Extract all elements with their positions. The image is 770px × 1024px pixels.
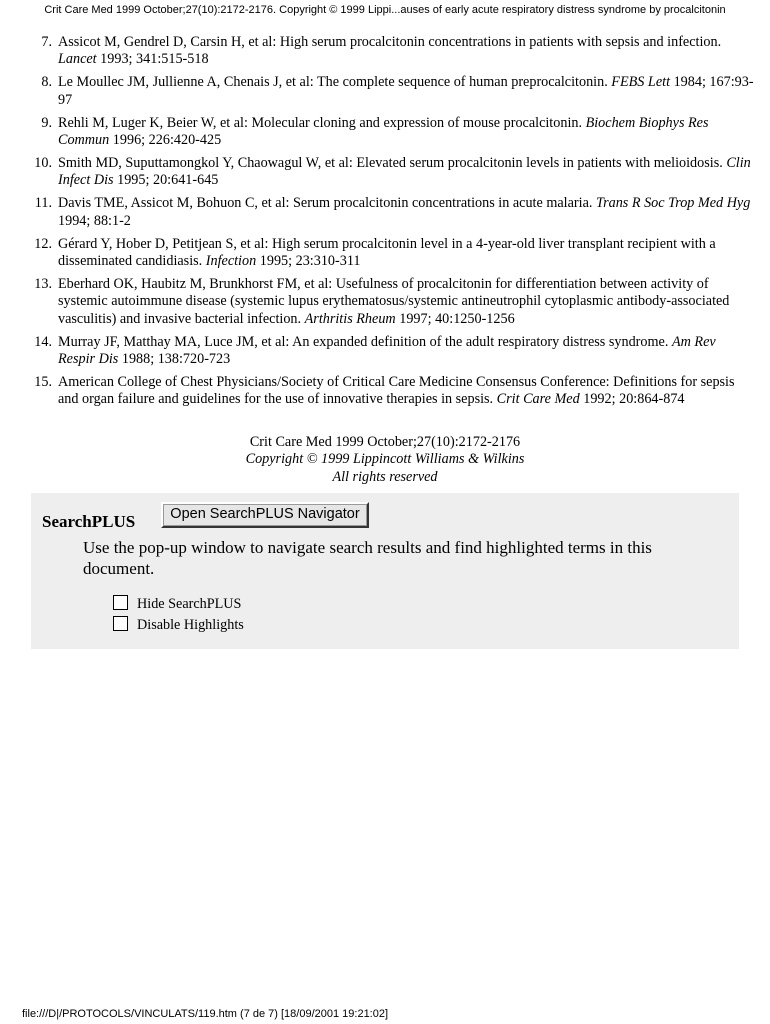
reference-details: 1988; 138:720-723 [118, 351, 231, 367]
reference-text: Davis TME, Assicot M, Bohuon C, et al: Serum procalcitonin concentrations in acute malaria. [58, 195, 596, 212]
reference-list [0, 34, 770, 414]
reference-text: Smith MD, Suputtamongkol Y, Chaowagul W, et al: Elevated serum procalcitonin levels in patients with melioidosis. [58, 154, 727, 171]
copyright-line: Copyright © 1999 Lippincott Williams & Wilkins [245, 451, 525, 468]
searchplus-title: SearchPLUS [42, 512, 136, 531]
reference-item [0, 34, 770, 69]
reference-journal: Crit Care Med [496, 391, 580, 408]
reference-number: 8. [41, 74, 52, 91]
reference-text: Assicot M, Gendrel D, Carsin H, et al: High serum procalcitonin concentrations in patients with sepsis and infection. [58, 34, 722, 50]
rights-line: All rights reserved [332, 468, 438, 485]
reference-journal: Biochem Biophys Res Commun [58, 114, 709, 149]
hide-searchplus-label: Hide SearchPLUS [137, 596, 242, 612]
reference-journal: Infection [205, 252, 257, 269]
reference-text: Le Moullec JM, Jullienne A, Chenais J, et al: The complete sequence of human preprocalcitonin. [58, 74, 612, 91]
reference-number: 7. [41, 34, 52, 50]
disable-highlights-label: Disable Highlights [137, 617, 244, 633]
reference-item [0, 374, 770, 409]
reference-journal: Clin Infect Dis [58, 154, 751, 189]
reference-details: 1995; 20:641-645 [113, 172, 219, 189]
reference-item [0, 276, 770, 328]
searchplus-description: Use the pop-up window to navigate search results and find highlighted terms in this document. [83, 538, 652, 578]
reference-item [0, 236, 770, 271]
print-footer: file:///D|/PROTOCOLS/VINCULATS/119.htm (7 de 7) [18/09/2001 19:21:02] [22, 1008, 389, 1020]
reference-number: 13. [34, 275, 52, 292]
citation-line: Crit Care Med 1999 October;27(10):2172-2176 [249, 434, 521, 450]
searchplus-panel [31, 493, 739, 649]
reference-text: Eberhard OK, Haubitz M, Brunkhorst FM, et al: Usefulness of procalcitonin for differentiation between activity of systemic autoimmune disease (systemic lupus erythematosus/systemic antineutrophil cytoplasmic antibody-associated vasculitis) and invasive bacterial infection. [58, 275, 730, 327]
reference-item [0, 115, 770, 150]
reference-details: 1996; 226:420-425 [109, 132, 222, 149]
reference-item [0, 334, 770, 369]
reference-item [0, 74, 770, 109]
reference-journal: FEBS Lett [611, 74, 671, 91]
reference-details: 1995; 23:310-311 [256, 252, 361, 269]
disable-highlights-checkbox[interactable] [113, 616, 128, 631]
reference-text: Gérard Y, Hober D, Petitjean S, et al: High serum procalcitonin level in a 4-year-old liver transplant recipient with a disseminated candidiasis. [58, 235, 716, 269]
reference-text: American College of Chest Physicians/Society of Critical Care Medicine Consensus Conference: Definitions for sepsis and organ failure and guidelines for the use of innovative therapies in sepsis. [58, 373, 735, 408]
reference-journal: Lancet [58, 51, 97, 68]
reference-details: 1993; 341:515-518 [96, 51, 209, 68]
reference-number: 12. [34, 235, 52, 252]
reference-text: Rehli M, Luger K, Beier W, et al: Molecular cloning and expression of mouse procalcitonin. [58, 114, 586, 131]
hide-searchplus-checkbox[interactable] [113, 595, 128, 610]
reference-details: 1984; 167:93-97 [58, 74, 754, 108]
reference-item [0, 155, 770, 190]
reference-details: 1992; 20:864-874 [579, 391, 685, 408]
reference-number: 14. [34, 333, 52, 350]
open-searchplus-navigator-button[interactable]: Open SearchPLUS Navigator [161, 502, 369, 528]
disable-highlights-option [113, 616, 244, 634]
reference-text: Murray JF, Matthay MA, Luce JM, et al: An expanded definition of the adult respiratory distress syndrome. [58, 333, 672, 350]
reference-journal: Arthritis Rheum [304, 310, 396, 327]
citation-block [0, 434, 770, 486]
reference-number: 15. [34, 373, 52, 390]
reference-journal: Trans R Soc Trop Med Hyg [595, 195, 751, 212]
hide-searchplus-option [113, 595, 241, 613]
reference-item [0, 195, 770, 230]
reference-number: 11. [34, 195, 52, 212]
print-header: Crit Care Med 1999 October;27(10):2172-2176. Copyright © 1999 Lippi...auses of early acute respiratory distress syndrome by procalcitonin [44, 4, 726, 16]
reference-number: 10. [34, 154, 52, 171]
reference-journal: Am Rev Respir Dis [58, 333, 716, 367]
reference-details: 1997; 40:1250-1256 [395, 310, 515, 327]
reference-number: 9. [41, 114, 52, 131]
reference-details: 1994; 88:1-2 [58, 212, 131, 229]
